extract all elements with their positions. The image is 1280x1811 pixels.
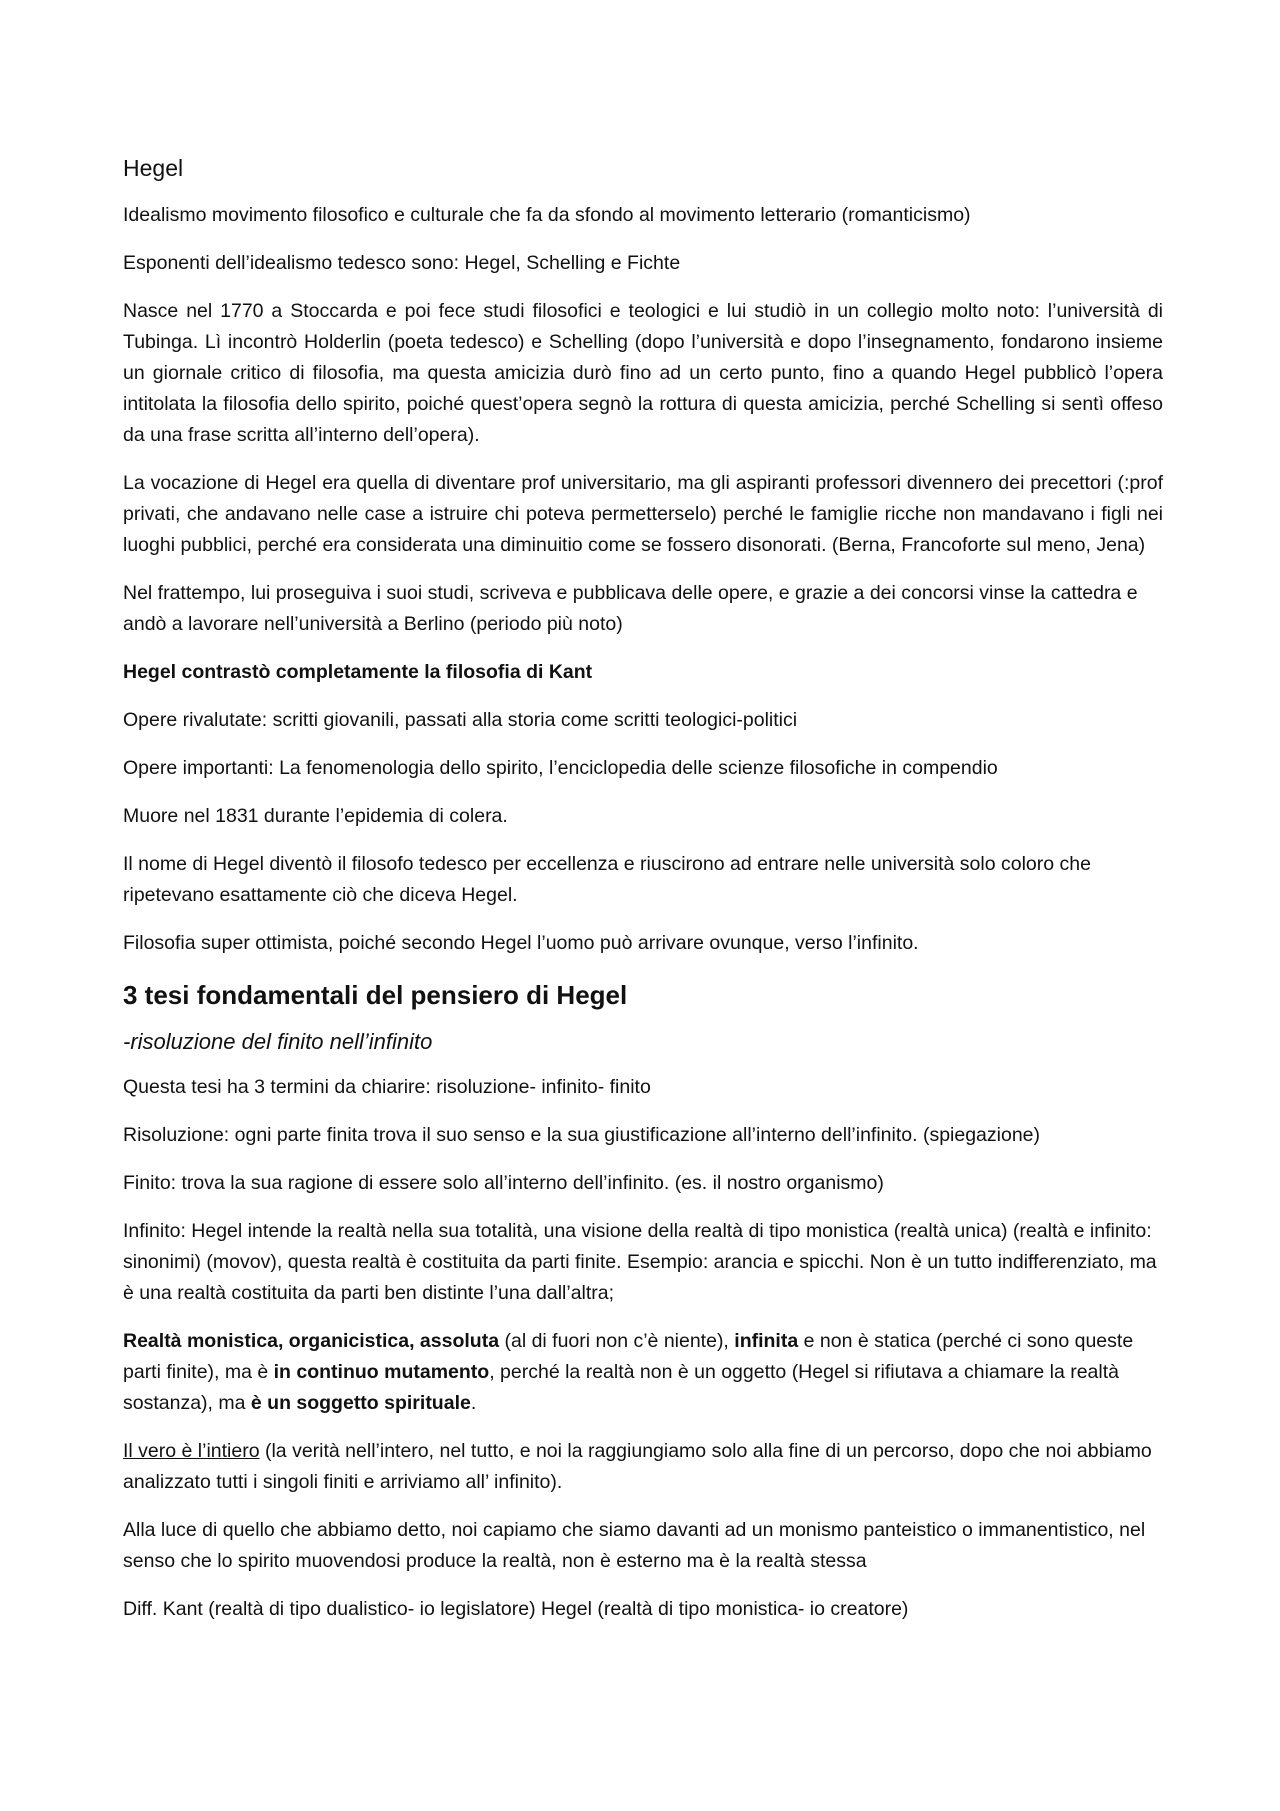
text-segment: . <box>470 1392 477 1414</box>
paragraph-esponenti: Esponenti dell’idealismo tedesco sono: Hegel, Schelling e Fichte <box>123 252 681 274</box>
paragraph-ottimismo: Filosofia super ottimista, poiché secondo Hegel l’uomo può arrivare ovunque, verso l’infinito. <box>123 932 919 954</box>
bold-soggetto-spirituale: è un soggetto spirituale <box>250 1392 471 1414</box>
paragraph-realta <box>123 1326 1163 1419</box>
bold-continuo-mutamento: in continuo mutamento <box>273 1361 490 1383</box>
section-heading: 3 tesi fondamentali del pensiero di Hegel <box>123 980 628 1010</box>
paragraph-monismo: Alla luce di quello che abbiamo detto, noi capiamo che siamo davanti ad un monismo panteistico o immanentistico, nel senso che lo spirito muovendosi produce la realtà, non è esterno ma è la realtà stessa <box>123 1519 1146 1572</box>
text-segment: (la verità nell’intero, nel tutto, e noi la raggiungiamo solo alla fine di un percorso, dopo che noi abbiamo analizzato tutti i singoli finiti e arriviamo all’ infinito). <box>123 1440 1152 1493</box>
paragraph-kant-bold: Hegel contrastò completamente la filosofia di Kant <box>123 661 593 683</box>
paragraph-morte: Muore nel 1831 durante l’epidemia di colera. <box>123 805 508 827</box>
paragraph-risoluzione: Risoluzione: ogni parte finita trova il suo senso e la sua giustificazione all’interno dell’infinito. (spiegazione) <box>123 1124 1041 1146</box>
underline-vero-intiero: Il vero è l’intiero <box>123 1440 260 1462</box>
paragraph-vero <box>123 1436 1163 1498</box>
bold-realta-monistica: Realtà monistica, organicistica, assoluta <box>123 1330 500 1352</box>
text-segment: (al di fuori non c’è niente), <box>499 1330 735 1352</box>
document-page <box>123 152 1163 1642</box>
text-segment: e non è statica (perché ci sono queste parti finite), ma è <box>123 1330 1134 1383</box>
paragraph-berlino: Nel frattempo, lui proseguiva i suoi studi, scriveva e pubblicava delle opere, e grazie a dei concorsi vinse la cattedra e andò a lavorare nell’università a Berlino (periodo più noto) <box>123 582 1138 635</box>
text-segment: , perché la realtà non è un oggetto (Hegel si rifiutava a chiamare la realtà sostanza), ma <box>123 1361 1119 1414</box>
paragraph-vocazione: La vocazione di Hegel era quella di diventare prof universitario, ma gli aspiranti professori divennero dei precettori (:prof privati, che andavano nelle case a istruire chi poteva permetterselo) perché le famiglie ricche non mandavano i figli nei luoghi pubblici, perché era considerata una diminuitio come se fossero disonorati. (Berna, Francoforte sul meno, Jena) <box>123 472 1163 556</box>
paragraph-diff-kant: Diff. Kant (realtà di tipo dualistico- io legislatore) Hegel (realtà di tipo monistica- io creatore) <box>123 1598 909 1620</box>
paragraph-biografia: Nasce nel 1770 a Stoccarda e poi fece studi filosofici e teologici e lui studiò in un collegio molto noto: l’università di Tubinga. Lì incontrò Holderlin (poeta tedesco) e Schelling (dopo l’università e dopo l’insegnamento, fondarono insieme un giornale critico di filosofia, ma questa amicizia durò fino ad un certo punto, fino a quando Hegel pubblicò l’opera intitolata la filosofia dello spirito, poiché quest’opera segnò la rottura di questa amicizia, perché Schelling si sentì offeso da una frase scritta all’interno dell’opera). <box>123 300 1163 446</box>
paragraph-idealismo: Idealismo movimento filosofico e culturale che fa da sfondo al movimento letterario (romanticismo) <box>123 204 971 226</box>
paragraph-infinito: Infinito: Hegel intende la realtà nella sua totalità, una visione della realtà di tipo monistica (realtà unica) (realtà e infinito: sinonimi) (movov), questa realtà è costituita da parti finite. Esempio: arancia e spicchi. Non è un tutto indifferenziato, ma è una realtà costituita da parti ben distinte l’una dall’altra; <box>123 1220 1157 1304</box>
document-title: Hegel <box>123 155 184 181</box>
bold-infinita: infinita <box>734 1330 799 1352</box>
paragraph-opere-rivalutate: Opere rivalutate: scritti giovanili, passati alla storia come scritti teologici-politici <box>123 709 798 731</box>
paragraph-finito: Finito: trova la sua ragione di essere solo all’interno dell’infinito. (es. il nostro organismo) <box>123 1172 884 1194</box>
subheading: -risoluzione del finito nell’infinito <box>123 1029 433 1054</box>
paragraph-opere-importanti: Opere importanti: La fenomenologia dello spirito, l’enciclopedia delle scienze filosofiche in compendio <box>123 757 998 779</box>
paragraph-fama: Il nome di Hegel diventò il filosofo tedesco per eccellenza e riuscirono ad entrare nelle università solo coloro che ripetevano esattamente ciò che diceva Hegel. <box>123 853 1091 906</box>
paragraph-termini: Questa tesi ha 3 termini da chiarire: risoluzione- infinito- finito <box>123 1076 651 1098</box>
